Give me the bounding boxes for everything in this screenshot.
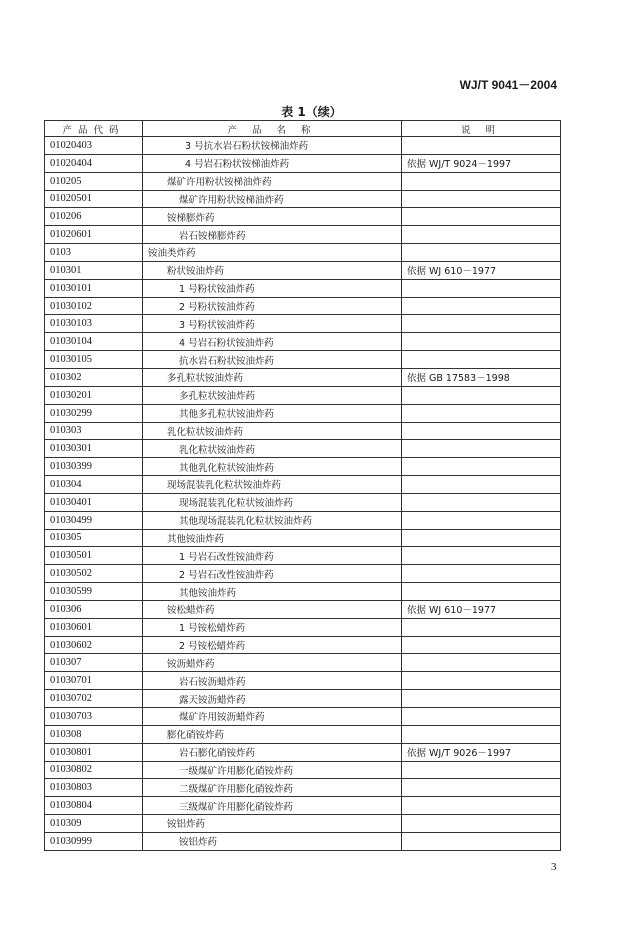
product-code-cell: 01030105 <box>45 351 143 369</box>
note-cell: 依据 GB 17583－1998 <box>402 368 561 386</box>
product-name-cell: 一级煤矿许用膨化硝铵炸药 <box>143 761 402 779</box>
product-name-cell: 铵沥蜡炸药 <box>143 654 402 672</box>
product-name-cell: 现场混装乳化粒状铵油炸药 <box>143 476 402 494</box>
note-cell <box>402 208 561 226</box>
product-name-cell: 2 号岩石改性铵油炸药 <box>143 565 402 583</box>
product-name-cell: 其他铵油炸药 <box>143 583 402 601</box>
product-code-cell: 010301 <box>45 261 143 279</box>
note-cell <box>402 172 561 190</box>
product-code-cell: 01030599 <box>45 583 143 601</box>
product-code-cell: 01030703 <box>45 708 143 726</box>
product-name-cell: 3 号粉状铵油炸药 <box>143 315 402 333</box>
product-name-cell: 现场混装乳化粒状铵油炸药 <box>143 493 402 511</box>
product-code-cell: 01030101 <box>45 279 143 297</box>
note-cell <box>402 779 561 797</box>
note-cell <box>402 493 561 511</box>
product-code-cell: 010309 <box>45 815 143 833</box>
note-cell: 依据 WJ/T 9024－1997 <box>402 154 561 172</box>
product-name-cell: 抗水岩石粉状铵油炸药 <box>143 351 402 369</box>
note-cell: 依据 WJ 610－1977 <box>402 261 561 279</box>
product-name-cell: 其他铵油炸药 <box>143 529 402 547</box>
note-cell <box>402 458 561 476</box>
note-cell <box>402 529 561 547</box>
note-cell <box>402 690 561 708</box>
table-row <box>45 172 561 190</box>
product-name-cell: 1 号铵松蜡炸药 <box>143 618 402 636</box>
note-cell <box>402 190 561 208</box>
product-code-cell: 0103 <box>45 244 143 262</box>
product-code-cell: 01030702 <box>45 690 143 708</box>
product-code-cell: 01030499 <box>45 511 143 529</box>
product-code-cell: 01030301 <box>45 440 143 458</box>
product-code-table <box>44 120 561 851</box>
product-code-cell: 010307 <box>45 654 143 672</box>
product-name-cell: 其他多孔粒状铵油炸药 <box>143 404 402 422</box>
column-header-note: 说 明 <box>402 121 561 137</box>
table-row <box>45 690 561 708</box>
product-code-cell: 01020403 <box>45 137 143 155</box>
product-name-cell: 2 号铵松蜡炸药 <box>143 636 402 654</box>
table-row <box>45 511 561 529</box>
table-row <box>45 351 561 369</box>
table-header-row <box>45 121 561 137</box>
note-cell <box>402 832 561 850</box>
table-row <box>45 725 561 743</box>
product-code-cell: 01030401 <box>45 493 143 511</box>
table-row <box>45 226 561 244</box>
standard-number: WJ/T 9041－2004 <box>459 78 557 92</box>
note-cell <box>402 761 561 779</box>
table-row <box>45 832 561 850</box>
product-name-cell: 岩石铵梯膨炸药 <box>143 226 402 244</box>
table-row <box>45 208 561 226</box>
note-cell <box>402 815 561 833</box>
product-code-cell: 01030803 <box>45 779 143 797</box>
product-name-cell: 2 号粉状铵油炸药 <box>143 297 402 315</box>
product-code-cell: 01030801 <box>45 743 143 761</box>
product-name-cell: 多孔粒状铵油炸药 <box>143 368 402 386</box>
table-row <box>45 672 561 690</box>
product-code-cell: 01030502 <box>45 565 143 583</box>
product-name-cell: 乳化粒状铵油炸药 <box>143 440 402 458</box>
product-code-cell: 010303 <box>45 422 143 440</box>
note-cell <box>402 386 561 404</box>
note-cell <box>402 618 561 636</box>
table-row <box>45 743 561 761</box>
note-cell <box>402 672 561 690</box>
product-name-cell: 露天铵沥蜡炸药 <box>143 690 402 708</box>
table-row <box>45 261 561 279</box>
product-name-cell: 煤矿许用粉状铵梯油炸药 <box>143 190 402 208</box>
product-code-cell: 01030501 <box>45 547 143 565</box>
table-row <box>45 190 561 208</box>
note-cell <box>402 565 561 583</box>
product-name-cell: 4 号岩石粉状铵梯油炸药 <box>143 154 402 172</box>
table-row <box>45 386 561 404</box>
table-row <box>45 636 561 654</box>
product-name-cell: 3 号抗水岩石粉状铵梯油炸药 <box>143 137 402 155</box>
note-cell <box>402 797 561 815</box>
table-row <box>45 654 561 672</box>
note-cell <box>402 226 561 244</box>
product-name-cell: 岩石铵沥蜡炸药 <box>143 672 402 690</box>
column-header-code: 产品代码 <box>45 121 143 137</box>
product-name-cell: 铵铝炸药 <box>143 832 402 850</box>
note-cell <box>402 636 561 654</box>
table-caption: 表 1（续） <box>281 105 342 119</box>
table-row <box>45 565 561 583</box>
table-row <box>45 440 561 458</box>
table-row <box>45 761 561 779</box>
table-row <box>45 368 561 386</box>
table-row <box>45 797 561 815</box>
note-cell <box>402 315 561 333</box>
product-code-cell: 010308 <box>45 725 143 743</box>
product-code-cell: 01030804 <box>45 797 143 815</box>
note-cell <box>402 583 561 601</box>
product-code-cell: 010304 <box>45 476 143 494</box>
note-cell <box>402 654 561 672</box>
product-name-cell: 岩石膨化硝铵炸药 <box>143 743 402 761</box>
product-code-cell: 01030399 <box>45 458 143 476</box>
table-row <box>45 244 561 262</box>
note-cell <box>402 422 561 440</box>
note-cell <box>402 279 561 297</box>
table-row <box>45 529 561 547</box>
note-cell: 依据 WJ/T 9026－1997 <box>402 743 561 761</box>
table-row <box>45 154 561 172</box>
product-name-cell: 铵铝炸药 <box>143 815 402 833</box>
product-name-cell: 铵松蜡炸药 <box>143 600 402 618</box>
table-body <box>45 137 561 851</box>
column-header-name: 产 品 名 称 <box>143 121 402 137</box>
note-cell <box>402 404 561 422</box>
note-cell <box>402 547 561 565</box>
product-name-cell: 其他乳化粒状铵油炸药 <box>143 458 402 476</box>
table-row <box>45 333 561 351</box>
table-row <box>45 422 561 440</box>
table-row <box>45 476 561 494</box>
product-code-cell: 01030104 <box>45 333 143 351</box>
product-name-cell: 二级煤矿许用膨化硝铵炸药 <box>143 779 402 797</box>
note-cell <box>402 511 561 529</box>
product-name-cell: 1 号粉状铵油炸药 <box>143 279 402 297</box>
product-name-cell: 铵梯膨炸药 <box>143 208 402 226</box>
table-row <box>45 547 561 565</box>
table-row <box>45 600 561 618</box>
table-row <box>45 279 561 297</box>
product-code-cell: 01030701 <box>45 672 143 690</box>
table-row <box>45 618 561 636</box>
product-name-cell: 煤矿许用粉状铵梯油炸药 <box>143 172 402 190</box>
product-code-cell: 010302 <box>45 368 143 386</box>
product-name-cell: 粉状铵油炸药 <box>143 261 402 279</box>
table-row <box>45 458 561 476</box>
product-code-cell: 01030999 <box>45 832 143 850</box>
table-row <box>45 297 561 315</box>
note-cell <box>402 440 561 458</box>
product-name-cell: 煤矿许用铵沥蜡炸药 <box>143 708 402 726</box>
product-code-cell: 01030602 <box>45 636 143 654</box>
note-cell <box>402 297 561 315</box>
product-code-cell: 01020501 <box>45 190 143 208</box>
table-row <box>45 815 561 833</box>
product-code-cell: 010206 <box>45 208 143 226</box>
table-row <box>45 708 561 726</box>
table-row <box>45 315 561 333</box>
table-row <box>45 404 561 422</box>
note-cell <box>402 351 561 369</box>
table-row <box>45 137 561 155</box>
product-code-cell: 01030103 <box>45 315 143 333</box>
product-name-cell: 三级煤矿许用膨化硝铵炸药 <box>143 797 402 815</box>
table-row <box>45 493 561 511</box>
product-code-cell: 010205 <box>45 172 143 190</box>
product-name-cell: 1 号岩石改性铵油炸药 <box>143 547 402 565</box>
product-code-cell: 010306 <box>45 600 143 618</box>
product-code-cell: 01030802 <box>45 761 143 779</box>
product-code-cell: 01020601 <box>45 226 143 244</box>
note-cell <box>402 244 561 262</box>
note-cell <box>402 137 561 155</box>
product-name-cell: 乳化粒状铵油炸药 <box>143 422 402 440</box>
product-code-cell: 01030201 <box>45 386 143 404</box>
note-cell <box>402 476 561 494</box>
product-code-cell: 01030299 <box>45 404 143 422</box>
product-code-cell: 010305 <box>45 529 143 547</box>
table-row <box>45 583 561 601</box>
product-code-cell: 01020404 <box>45 154 143 172</box>
product-code-cell: 01030102 <box>45 297 143 315</box>
product-name-cell: 4 号岩石粉状铵油炸药 <box>143 333 402 351</box>
note-cell: 依据 WJ 610－1977 <box>402 600 561 618</box>
product-name-cell: 其他现场混装乳化粒状铵油炸药 <box>143 511 402 529</box>
table-row <box>45 779 561 797</box>
page-number: 3 <box>551 861 557 873</box>
product-name-cell: 膨化硝铵炸药 <box>143 725 402 743</box>
product-name-cell: 多孔粒状铵油炸药 <box>143 386 402 404</box>
product-name-cell: 铵油类炸药 <box>143 244 402 262</box>
product-code-cell: 01030601 <box>45 618 143 636</box>
note-cell <box>402 708 561 726</box>
note-cell <box>402 725 561 743</box>
note-cell <box>402 333 561 351</box>
